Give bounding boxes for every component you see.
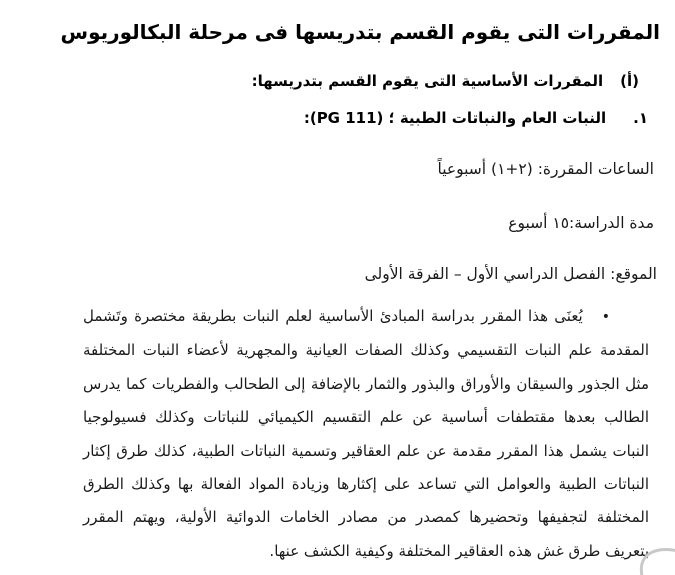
- course-hours-line: الساعات المقررة: (٢+١) أسبوعياً: [437, 160, 654, 178]
- corner-watermark-arc: [631, 544, 675, 575]
- bullet-icon: •: [601, 309, 610, 325]
- section-a-marker: (أ): [620, 72, 639, 90]
- course-1-text: النبات العام والنباتات الطبية ؛ (PG 111):: [303, 109, 607, 127]
- course-1-marker: ١.: [633, 109, 648, 127]
- course-description: [83, 300, 649, 568]
- section-a-heading: [252, 72, 639, 90]
- course-1-heading: [304, 109, 648, 127]
- page-title: المقررات التى يقوم القسم بتدريسها فى مرحلة البكالوريوس: [60, 20, 660, 44]
- course-location-line: الموقع: الفصل الدراسي الأول – الفرقة الأولى: [364, 265, 657, 283]
- section-a-text: المقررات الأساسية التى يقوم القسم بتدريسها:: [251, 72, 604, 90]
- course-description-text: يُعنَى هذا المقرر بدراسة المبادئ الأساسية لعلم النبات بطريقة مختصرة وتَشمل المقدمة علم النبات التقسيمي وكذلك الصفات العيانية والمجهرية لأعضاء النبات المختلفة مثل الجذور والسيقان والأوراق والبذور والثمار بالإضافة إلى الطحالب والفطريات كما يدرس الطالب بعدها مقتطفات أساسية عن علم التقسيم الكيميائي للنباتات وكذلك فسيولوجيا النبات يشمل هذا المقرر مقدمة عن علم العقاقير وتسمية النباتات الطبية، كذلك طرق إكثار النباتات الطبية والعوامل التي تساعد على إكثارها وزيادة المواد الفعالة بها وكذلك الطرق المختلفة لتجفيفها وتحضيرها كمصدر من مصادر الخامات الدوائية الأولية، ويهتم المقرر بتعريف طرق غش هذه العقاقير المختلفة وكيفية الكشف عنها.: [83, 307, 649, 560]
- course-duration-line: مدة الدراسة:١٥ أسبوع: [508, 214, 654, 232]
